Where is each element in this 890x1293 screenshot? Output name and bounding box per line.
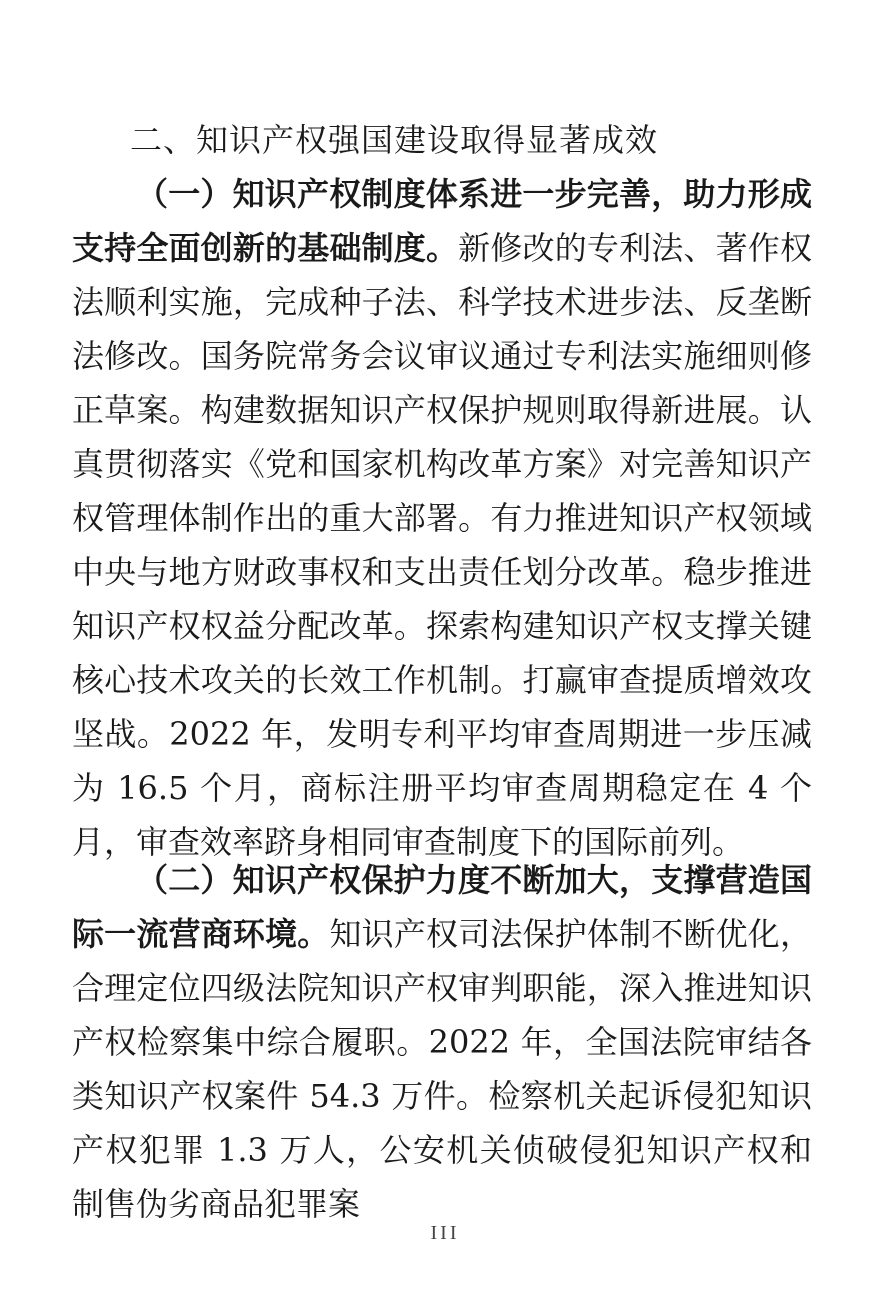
paragraph-2-lead: （二）知识产权保护力度不断加大，支撑营造国际一流营商环境。: [72, 861, 812, 953]
paragraph-2-text: [72, 853, 812, 1231]
page-number: III: [430, 1222, 460, 1244]
paragraph-1-lead: （一）知识产权制度体系进一步完善，助力形成支持全面创新的基础制度。: [72, 175, 812, 267]
paragraph-1-body: 新修改的专利法、著作权法顺利实施，完成种子法、科学技术进步法、反垄断法修改。国务院常务会议审议通过专利法实施细则修正草案。构建数据知识产权保护规则取得新进展。认真贯彻落实《党和国家机构改革方案》对完善知识产权管理体制作出的重大部署。有力推进知识产权领域中央与地方财政事权和支出责任划分改革。稳步推进知识产权权益分配改革。探索构建知识产权支撑关键核心技术攻关的长效工作机制。打赢审查提质增效攻坚战。2022 年，发明专利平均审查周期进一步压减为 16.5 个月，商标注册平均审查周期稳定在 4 个月，审查效率跻身相同审查制度下的国际前列。: [72, 229, 812, 861]
paragraph-2: [72, 853, 812, 1231]
section-heading: 二、知识产权强国建设取得显著成效: [130, 121, 659, 159]
paragraph-2-body: 知识产权司法保护体制不断优化，合理定位四级法院知识产权审判职能，深入推进知识产权检察集中综合履职。2022 年，全国法院审结各类知识产权案件 54.3 万件。检察机关起诉侵犯知识产权犯罪 1.3 万人，公安机关侦破侵犯知识产权和制售伪劣商品犯罪案: [72, 915, 812, 1223]
paragraph-1-text: [72, 167, 812, 869]
paragraph-1: [72, 167, 812, 869]
